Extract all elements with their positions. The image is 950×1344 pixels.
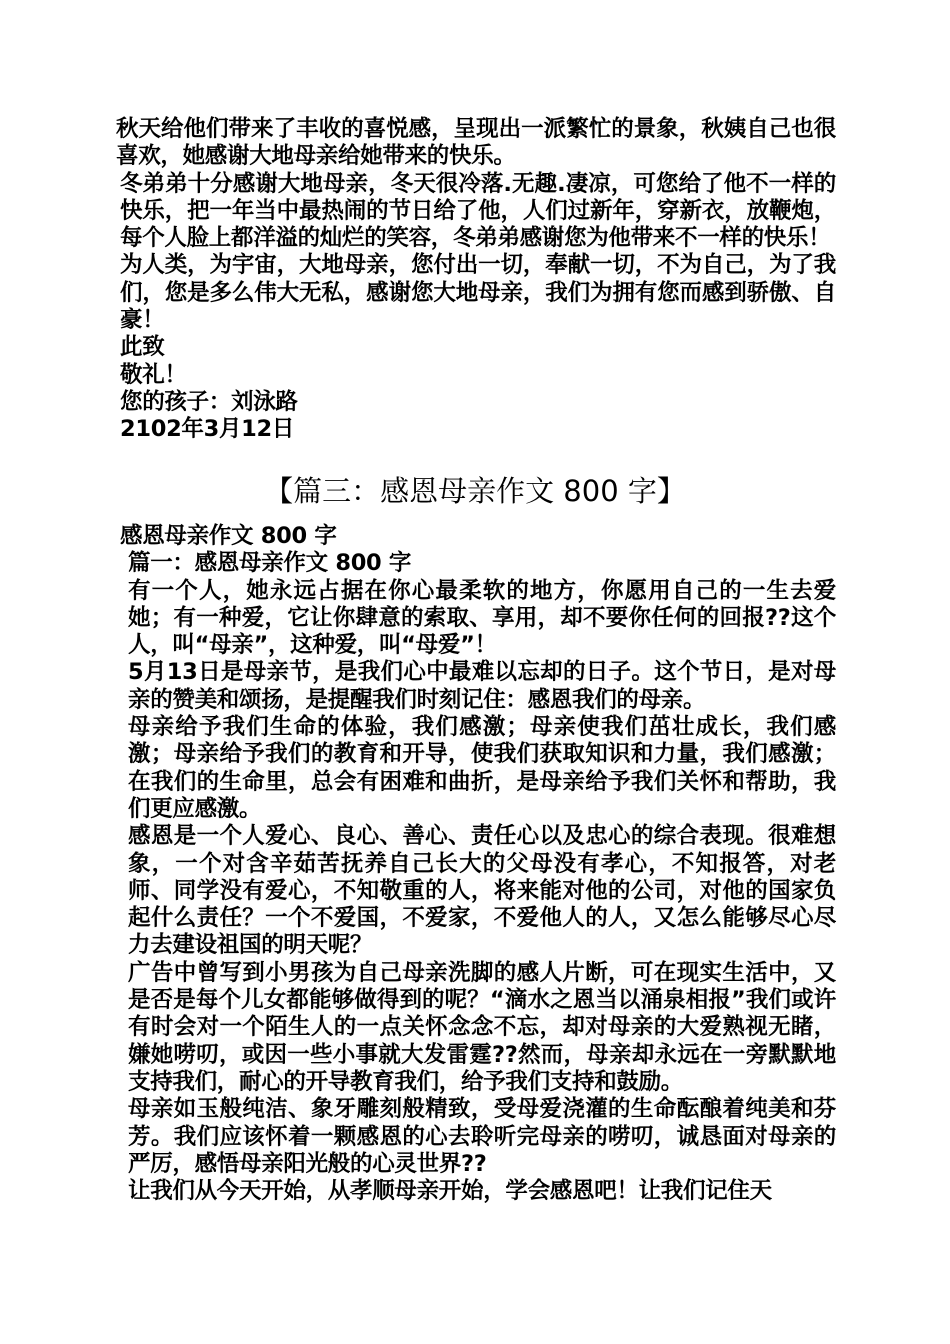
closing-salutation: 此致 xyxy=(120,334,165,361)
paragraph-mother-love: 有一个人，她永远占据在你心最柔软的地方，你愿用自己的一生去爱她；有一种爱，它让你肆意的索取、享用，却不要你任何的回报??这个人，叫“母亲”，这种爱，叫“母爱”！ xyxy=(128,577,836,659)
paragraph-start-today: 让我们从今天开始，从孝顺母亲开始，学会感恩吧！让我们记住天 xyxy=(128,1178,772,1205)
paragraph-gratitude: 为人类，为宇宙，大地母亲，您付出一切，奉献一切，不为自己，为了我们，您是多么伟大无私，感谢您大地母亲，我们为拥有您而感到骄傲、自豪！ xyxy=(120,252,836,334)
paragraph-mothers-day: 5月13日是母亲节，是我们心中最难以忘却的日子。这个节日，是对母亲的赞美和颂扬，是提醒我们时刻记住：感恩我们的母亲。 xyxy=(128,659,836,713)
paragraph-autumn: 秋天给他们带来了丰收的喜悦感，呈现出一派繁忙的景象，秋姨自己也很喜欢，她感谢大地母亲给她带来的快乐。 xyxy=(116,116,836,170)
essay-section xyxy=(116,523,836,1205)
paragraph-purity: 母亲如玉般纯洁、象牙雕刻般精致，受母爱浇灌的生命酝酿着纯美和芬芳。我们应该怀着一颗感恩的心去聆听完母亲的唠叨，诚恳面对母亲的严厉，感悟母亲阳光般的心灵世界?? xyxy=(128,1096,836,1177)
letter-section xyxy=(116,116,836,444)
paragraph-responsibility: 感恩是一个人爱心、良心、善心、责任心以及忠心的综合表现。很难想象，一个对含辛茹苦抚养自己长大的父母没有孝心，不知报答，对老师、同学没有爱心，不知敬重的人，将来能对他的公司，对他的国家负起什么责任？一个不爱国，不爱家，不爱他人的人，又怎么能够尽心尽力去建设祖国的明天呢？ xyxy=(128,823,836,959)
letter-signature: 您的孩子：刘泳路 xyxy=(120,388,298,415)
closing-regards: 敬礼！ xyxy=(120,361,187,388)
essay-subtitle: 篇一：感恩母亲作文 800 字 xyxy=(128,550,412,577)
paragraph-gratefulness: 母亲给予我们生命的体验，我们感激；母亲使我们茁壮成长，我们感激；母亲给予我们的教育和开导，使我们获取知识和力量，我们感激；在我们的生命里，总会有困难和曲折，是母亲给予我们关怀和帮助，我们更应感激。 xyxy=(128,714,836,822)
paragraph-winter: 冬弟弟十分感谢大地母亲，冬天很冷落.无趣.凄凉，可您给了他不一样的快乐，把一年当中最热闹的节日给了他，人们过新年，穿新衣，放鞭炮，每个人脸上都洋溢的灿烂的笑容，冬弟弟感谢您为他带来不一样的快乐！ xyxy=(120,170,836,252)
paragraph-advertisement: 广告中曾写到小男孩为自己母亲洗脚的感人片断，可在现实生活中，又是否是每个儿女都能够做得到的呢？“滴水之恩当以涌泉相报”我们或许有时会对一个陌生人的一点关怀念念不忘，却对母亲的大爱熟视无睹，嫌她唠叨，或因一些小事就大发雷霆??然而，母亲却永远在一旁默默地支持我们，耐心的开导教育我们，给予我们支持和鼓励。 xyxy=(128,959,836,1095)
letter-date: 2102年3月12日 xyxy=(120,416,295,443)
essay-title: 感恩母亲作文 800 字 xyxy=(120,523,337,549)
section-heading: 【篇三：感恩母亲作文 800 字】 xyxy=(264,474,686,508)
